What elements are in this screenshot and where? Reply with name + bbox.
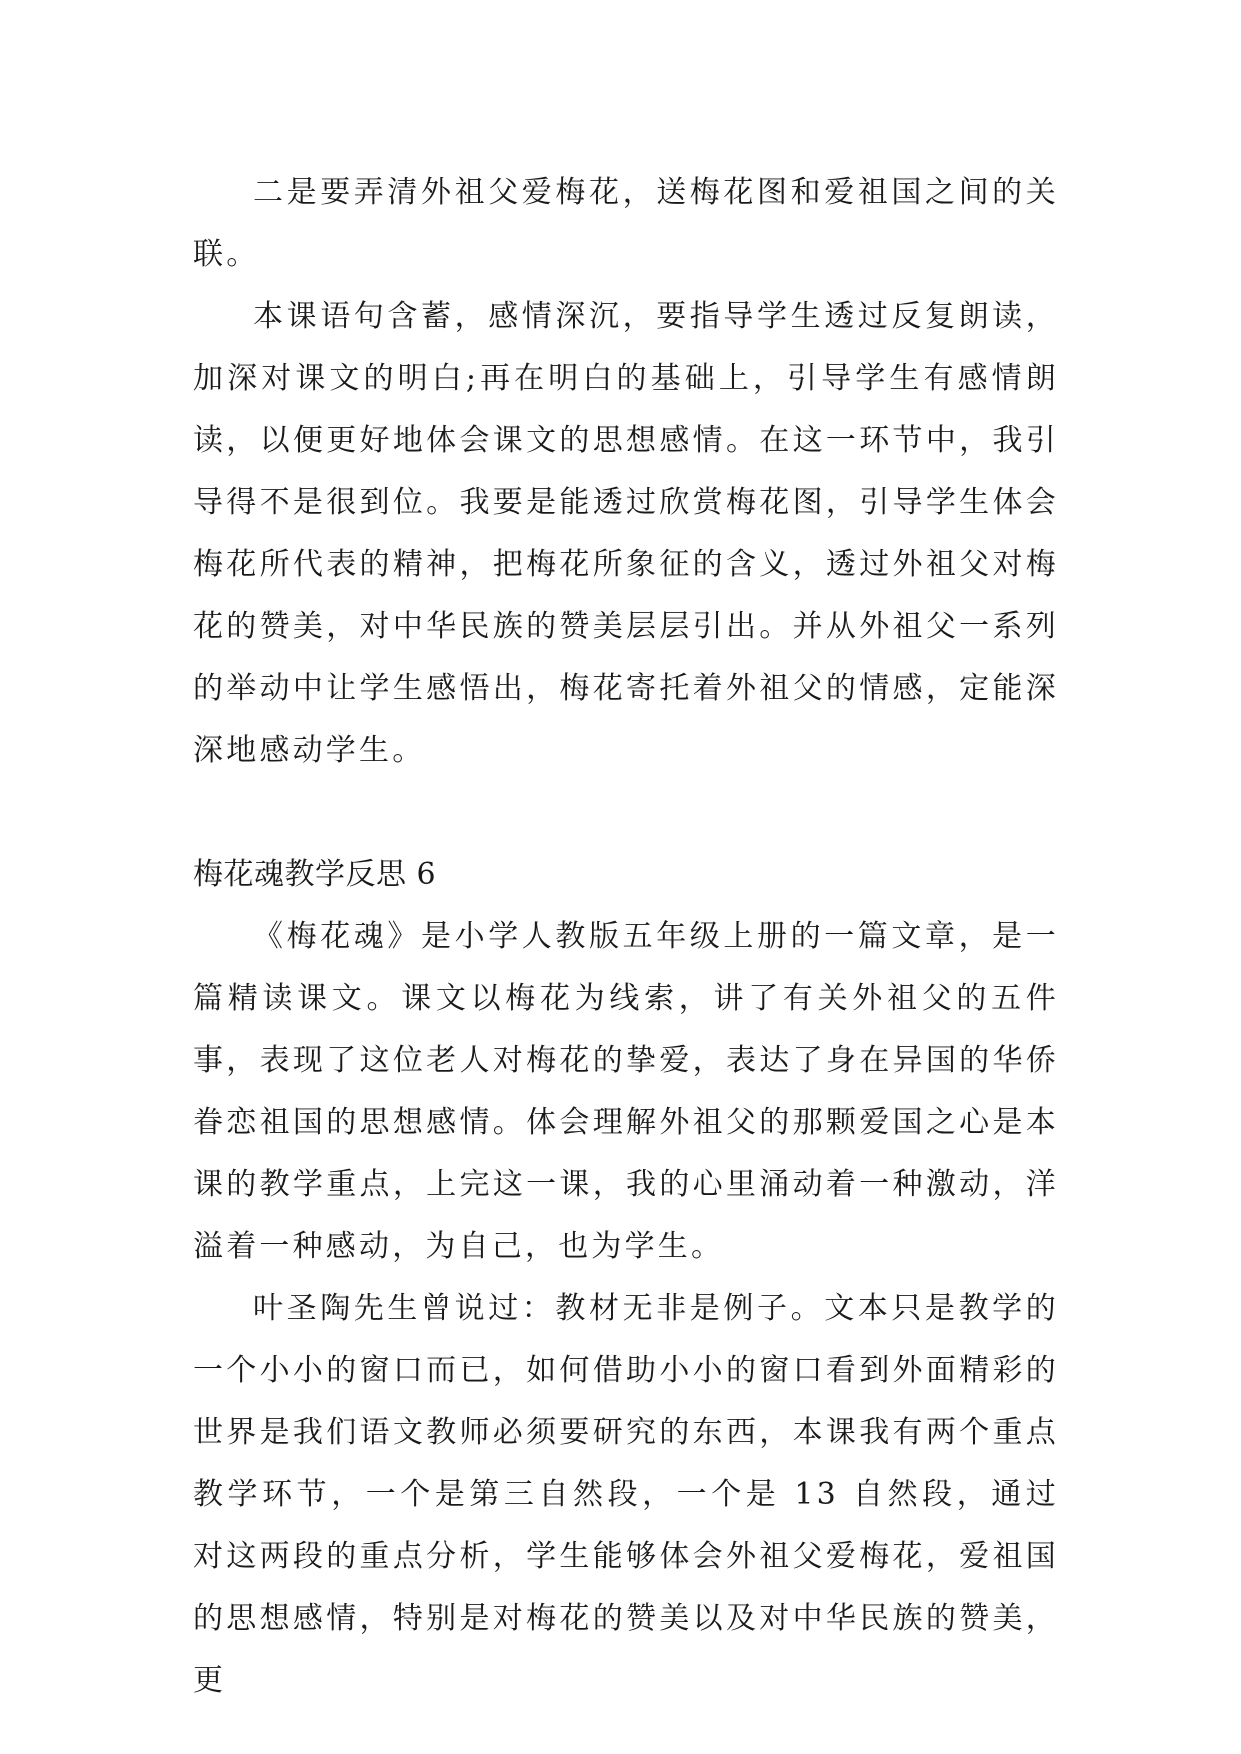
paragraph-4: 叶圣陶先生曾说过：教材无非是例子。文本只是教学的一个小小的窗口而已，如何借助小小的窗口看到外面精彩的世界是我们语文教师必须要研究的东西，本课我有两个重点教学环节，一个是第三自然段，一个是 13 自然段，通过对这两段的重点分析，学生能够体会外祖父爱梅花，爱祖国的思想感情，特别是对梅花的赞美以及对中华民族的赞美，更 bbox=[193, 1291, 1059, 1698]
document-body bbox=[193, 162, 1059, 1712]
paragraph-2: 本课语句含蓄，感情深沉，要指导学生透过反复朗读，加深对课文的明白;再在明白的基础上，引导学生有感情朗读，以便更好地体会课文的思想感情。在这一环节中，我引导得不是很到位。我要是能透过欣赏梅花图，引导学生体会梅花所代表的精神，把梅花所象征的含义，透过外祖父对梅花的赞美，对中华民族的赞美层层引出。并从外祖父一系列的举动中让学生感悟出，梅花寄托着外祖父的情感，定能深深地感动学生。 bbox=[193, 299, 1059, 768]
paragraph-1: 二是要弄清外祖父爱梅花，送梅花图和爱祖国之间的关联。 bbox=[193, 175, 1059, 272]
paragraph-3: 《梅花魂》是小学人教版五年级上册的一篇文章，是一篇精读课文。课文以梅花为线索，讲了有关外祖父的五件事，表现了这位老人对梅花的挚爱，表达了身在异国的华侨眷恋祖国的思想感情。体会理解外祖父的那颗爱国之心是本课的教学重点，上完这一课，我的心里涌动着一种激动，洋溢着一种感动，为自己，也为学生。 bbox=[193, 919, 1059, 1264]
section-title: 梅花魂教学反思 6 bbox=[193, 857, 437, 892]
